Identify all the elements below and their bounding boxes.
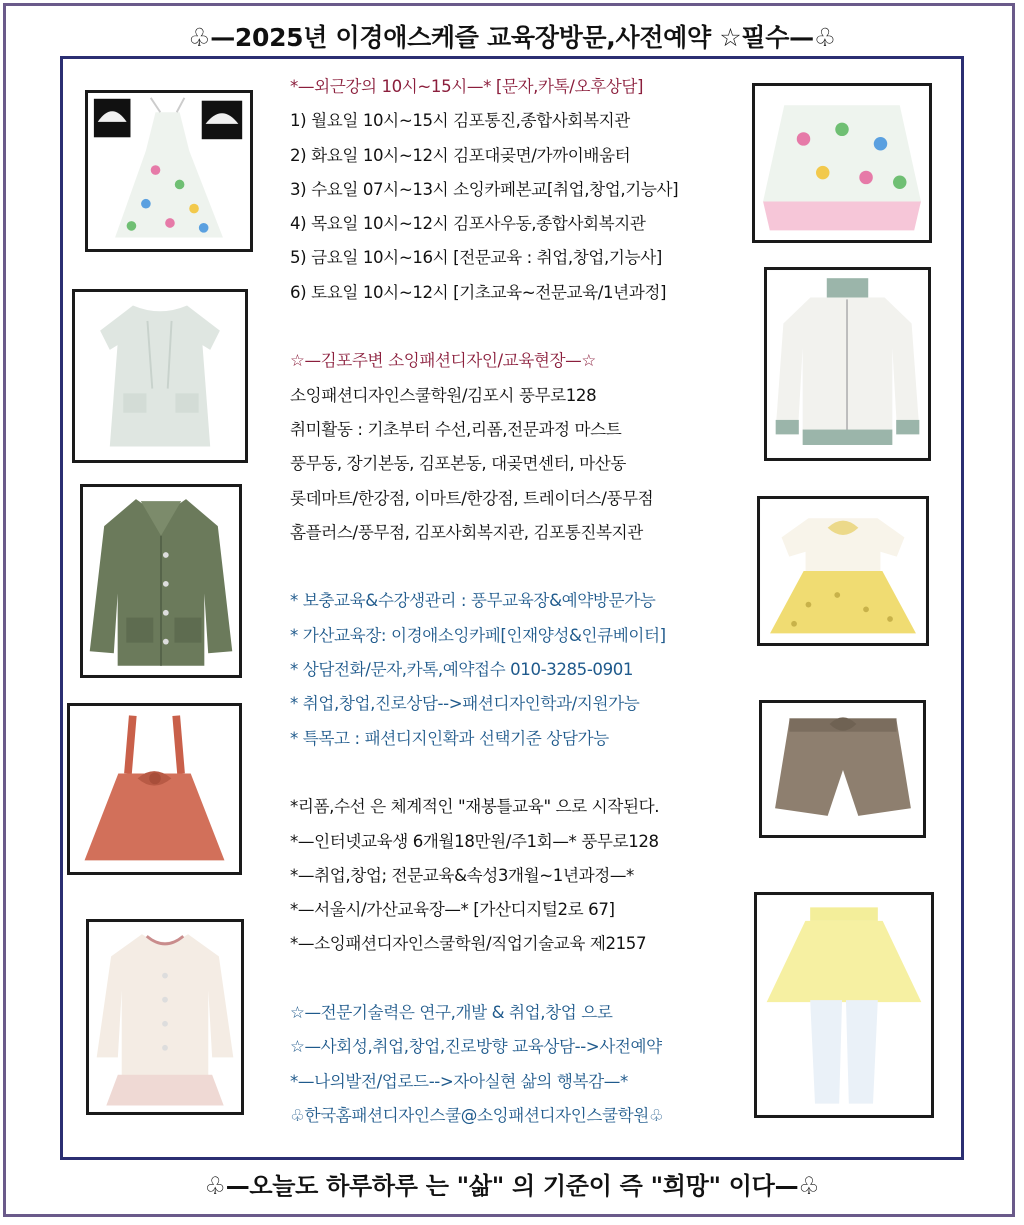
closing-item: ☆—사회성,취업,창업,진로방향 교육상담-->사전예약 xyxy=(290,1037,662,1057)
note-item: *—서울시/가산교육장—* [가산디지털2로 67] xyxy=(290,900,615,920)
coral-suspender-skirt-photo xyxy=(67,703,242,875)
mint-cap-sleeve-tunic-photo xyxy=(72,289,248,463)
page-footer: ♧—오늘도 하루하루 는 "삶" 의 기준이 즉 "희망" 이다—♧ xyxy=(204,1172,820,1200)
info-item: * 가산교육장: 이경애소잉카페[인재양성&인큐베이터] xyxy=(290,625,666,645)
schedule-item: 4) 목요일 10시~12시 김포사우동,종합사회복지관 xyxy=(290,214,646,234)
note-item: *—인터넷교육생 6개월18만원/주1회—* 풍무로128 xyxy=(290,831,659,851)
around-item: 홈플러스/풍무점, 김포사회복지관, 김포통진복지관 xyxy=(290,522,643,542)
info-item: * 특목고 : 패션디지인확과 선택기준 상담가능 xyxy=(290,728,609,748)
cream-ruffled-blouse-dress-photo xyxy=(86,919,244,1115)
yellow-floral-dress-photo xyxy=(757,496,929,646)
info-item: * 상담전화/문자,카톡,예약접수 010-3285-0901 xyxy=(290,660,634,680)
schedule-title: *—외근강의 10시~15시—* [문자,카톡/오후상담] xyxy=(290,77,644,96)
closing-item: ☆—전문기술력은 연구,개발 & 취업,창업 으로 xyxy=(290,1003,613,1023)
olive-green-jacket-photo xyxy=(80,484,242,678)
around-item: 풍무동, 장기본동, 김포본동, 대곶면센터, 마산동 xyxy=(290,454,626,474)
closing-item: *—나의발전/업로드-->자아실현 삶의 행복감—* xyxy=(290,1071,628,1091)
page-header: ♧—2025년 이경애스케즐 교육장방문,사전예약 ☆필수—♧ xyxy=(188,23,836,52)
info-item: * 취업,창업,진로상담-->패션디자인학과/지원가능 xyxy=(290,694,640,714)
around-title: ☆—김포주변 소잉패션디자인/교육현장—☆ xyxy=(290,351,596,371)
closing-item: ♧한국홈패션디자인스쿨@소잉패션디자인스쿨학원♧ xyxy=(290,1105,664,1125)
schedule-item: 5) 금요일 10시~16시 [전문교육 : 취업,창업,기능사] xyxy=(290,248,662,268)
white-zip-jacket-mint-trim-photo xyxy=(764,267,931,461)
bunny-print-tutu-skirt-photo xyxy=(752,83,932,243)
around-item: 소잉패션디자인스쿨학원/김포시 풍무로128 xyxy=(290,385,597,405)
note-item: *리폼,수선 은 체계적인 "재봉틀교육" 으로 시작된다. xyxy=(290,797,660,817)
yellow-top-white-leggings-photo xyxy=(754,892,934,1118)
schedule-item: 2) 화요일 10시~12시 김포대곶면/가까이배움터 xyxy=(290,145,631,165)
note-item: *—취업,창업; 전문교육&속성3개월~1년과정—* xyxy=(290,865,634,885)
note-item: *—소잉패션디자인스쿨학원/직업기술교육 제2157 xyxy=(290,934,647,954)
bunny-print-halter-dress-photo xyxy=(85,90,253,252)
brown-tweed-shorts-photo xyxy=(759,700,926,838)
around-item: 취미활동 : 기초부터 수선,리폼,전문과정 마스트 xyxy=(290,419,622,439)
content-text xyxy=(290,70,760,1133)
schedule-item: 3) 수요일 07시~13시 소잉카페본교[취업,창업,기능사] xyxy=(290,179,679,199)
schedule-item: 1) 월요일 10시~15시 김포통진,종합사회복지관 xyxy=(290,111,630,131)
around-item: 롯데마트/한강점, 이마트/한강점, 트레이더스/풍무점 xyxy=(290,488,654,508)
schedule-item: 6) 토요일 10시~12시 [기초교육~전문교육/1년과정] xyxy=(290,282,667,302)
info-item: * 보충교육&수강생관리 : 풍무교육장&예약방문가능 xyxy=(290,591,656,611)
